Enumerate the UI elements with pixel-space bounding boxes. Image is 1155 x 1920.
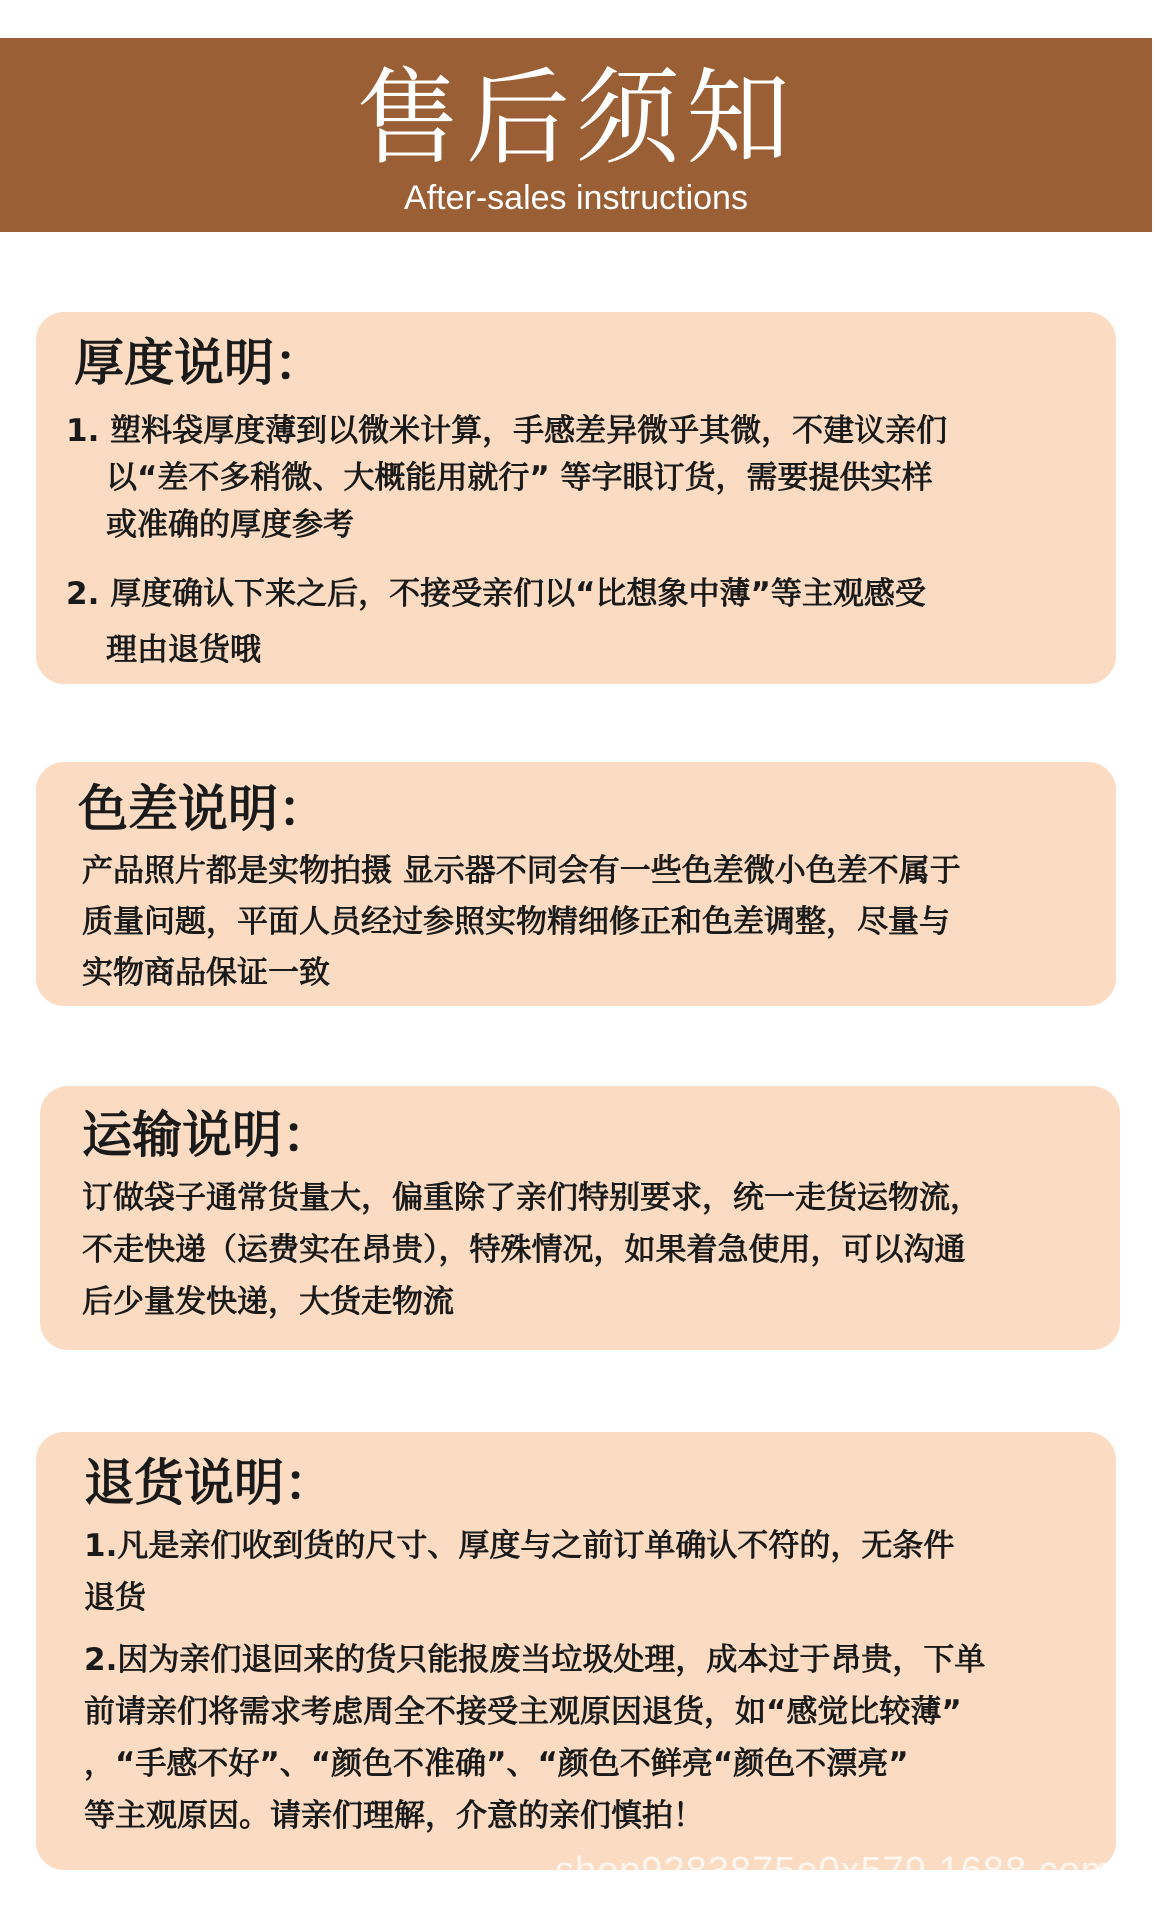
text-line: 1. 塑料袋厚度薄到以微米计算，手感差异微乎其微，不建议亲们 xyxy=(66,413,948,449)
text-line: 或准确的厚度参考 xyxy=(106,507,354,543)
text-line: 实物商品保证一致 xyxy=(82,955,330,991)
return-title: 退货说明： xyxy=(84,1454,334,1512)
header-banner xyxy=(0,38,1152,232)
text-line: 不走快递（运费实在昂贵），特殊情况，如果着急使用，可以沟通 xyxy=(82,1232,966,1268)
return-item-2 xyxy=(84,1634,985,1842)
page-subtitle: After-sales instructions xyxy=(404,179,748,217)
text-line: 前请亲们将需求考虑周全不接受主观原因退货，如“感觉比较薄” xyxy=(84,1694,962,1730)
thickness-title: 厚度说明： xyxy=(74,334,324,392)
color-difference-title: 色差说明： xyxy=(78,780,328,838)
text-line: 1.凡是亲们收到货的尺寸、厚度与之前订单确认不符的，无条件 xyxy=(84,1528,955,1564)
thickness-card xyxy=(36,312,1116,684)
color-difference-text xyxy=(82,846,961,999)
text-line: 理由退货哦 xyxy=(106,632,261,668)
text-line: 退货 xyxy=(84,1580,146,1616)
text-line: 2.因为亲们退回来的货只能报废当垃圾处理，成本过于昂贵，下单 xyxy=(84,1642,986,1678)
text-line: 2. 厚度确认下来之后，不接受亲们以“比想象中薄”等主观感受 xyxy=(66,576,926,612)
text-line: 等主观原因。请亲们理解，介意的亲们慎拍！ xyxy=(84,1798,704,1834)
thickness-item-2 xyxy=(66,566,926,678)
shipping-card xyxy=(40,1086,1120,1350)
text-line: 以“差不多稍微、大概能用就行” 等字眼订货，需要提供实样 xyxy=(106,460,933,496)
shipping-title: 运输说明： xyxy=(82,1106,332,1164)
shipping-text xyxy=(82,1172,981,1328)
text-line: 订做袋子通常货量大，偏重除了亲们特别要求，统一走货运物流， xyxy=(82,1180,981,1216)
text-line: 质量问题，平面人员经过参照实物精细修正和色差调整，尽量与 xyxy=(82,904,950,940)
return-card xyxy=(36,1432,1116,1870)
text-line: 产品照片都是实物拍摄 显示器不同会有一些色差微小色差不属于 xyxy=(82,853,961,889)
color-difference-card xyxy=(36,762,1116,1006)
text-line: 后少量发快递，大货走物流 xyxy=(82,1284,454,1320)
watermark: shop9283875e0x579.1688.com xyxy=(555,1850,1114,1892)
thickness-item-1 xyxy=(66,408,947,549)
text-line: ，“手感不好”、“颜色不准确”、“颜色不鲜亮“颜色不漂亮” xyxy=(84,1746,909,1782)
page-title: 售后须知 xyxy=(355,57,796,179)
return-item-1 xyxy=(84,1520,954,1624)
